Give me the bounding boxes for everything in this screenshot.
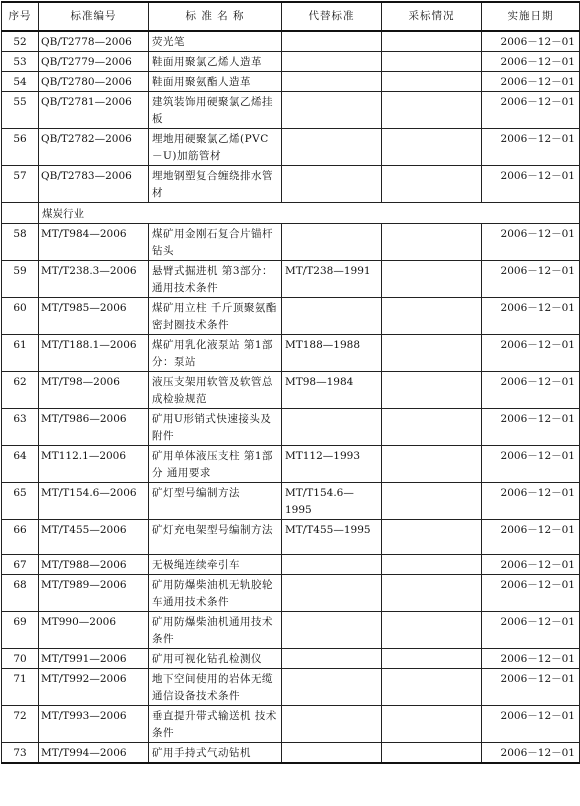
cell-no: 66 [2, 520, 39, 555]
table-row [2, 483, 580, 520]
cell-code: MT/T455—2006 [39, 520, 149, 555]
table-row [2, 669, 580, 706]
cell-adoption [382, 52, 482, 72]
cell-code: QB/T2780—2006 [39, 72, 149, 92]
table-row [2, 409, 580, 446]
cell-name: 煤矿用金刚石复合片锚杆钻头 [149, 224, 282, 261]
cell-no: 53 [2, 52, 39, 72]
table-row [2, 92, 580, 129]
table-row [2, 575, 580, 612]
cell-adoption [382, 483, 482, 520]
cell-code: MT/T993—2006 [39, 706, 149, 743]
cell-adoption [382, 649, 482, 669]
cell-date: 2006－12－01 [482, 129, 580, 166]
cell-adoption [382, 72, 482, 92]
cell-replaced: MT/T238—1991 [282, 261, 382, 298]
cell-name: 矿用可视化钻孔检测仪 [149, 649, 282, 669]
table-row [2, 520, 580, 555]
cell-no: 52 [2, 31, 39, 52]
cell-date: 2006－12－01 [482, 409, 580, 446]
cell-adoption [382, 520, 482, 555]
cell-name: 矿灯型号编制方法 [149, 483, 282, 520]
cell-replaced [282, 298, 382, 335]
cell-code: MT/T994—2006 [39, 743, 149, 764]
cell-replaced [282, 92, 382, 129]
cell-no: 71 [2, 669, 39, 706]
cell-replaced [282, 409, 382, 446]
cell-adoption [382, 261, 482, 298]
cell-adoption [382, 372, 482, 409]
cell-code: QB/T2783—2006 [39, 166, 149, 203]
cell-replaced: MT98—1984 [282, 372, 382, 409]
cell-adoption [382, 555, 482, 575]
cell-name: 矿用单体液压支柱 第1部分 通用要求 [149, 446, 282, 483]
cell-no: 63 [2, 409, 39, 446]
cell-code: MT/T98—2006 [39, 372, 149, 409]
cell-replaced [282, 166, 382, 203]
table-row [2, 52, 580, 72]
cell-replaced [282, 224, 382, 261]
cell-adoption [382, 706, 482, 743]
cell-code: MT/T992—2006 [39, 669, 149, 706]
cell-replaced: MT/T154.6—1995 [282, 483, 382, 520]
cell-name: 鞋面用聚氨酯人造革 [149, 72, 282, 92]
table-row [2, 555, 580, 575]
cell-no: 67 [2, 555, 39, 575]
cell-no: 58 [2, 224, 39, 261]
cell-date: 2006－12－01 [482, 612, 580, 649]
cell-no: 73 [2, 743, 39, 764]
cell-name: 建筑装饰用硬聚氯乙烯挂板 [149, 92, 282, 129]
table-row [2, 129, 580, 166]
table-row [2, 335, 580, 372]
table-body [2, 31, 580, 763]
header-adoption: 采标情况 [382, 2, 482, 31]
cell-date: 2006－12－01 [482, 555, 580, 575]
table-row [2, 649, 580, 669]
header-name: 标 准 名 称 [149, 2, 282, 31]
cell-name: 煤矿用乳化液泵站 第1部分：泵站 [149, 335, 282, 372]
cell-date: 2006－12－01 [482, 224, 580, 261]
cell-replaced [282, 706, 382, 743]
cell-date: 2006－12－01 [482, 520, 580, 555]
table-row [2, 31, 580, 52]
table-row [2, 261, 580, 298]
section-row [2, 203, 580, 224]
cell-adoption [382, 166, 482, 203]
cell-code: MT/T991—2006 [39, 649, 149, 669]
cell-adoption [382, 92, 482, 129]
cell-adoption [382, 129, 482, 166]
cell-replaced [282, 72, 382, 92]
table-row [2, 446, 580, 483]
cell-adoption [382, 298, 482, 335]
cell-replaced [282, 669, 382, 706]
cell-replaced [282, 612, 382, 649]
cell-name: 矿灯充电架型号编制方法 [149, 520, 282, 555]
cell-name: 矿用防爆柴油机无轨胶轮车通用技术条件 [149, 575, 282, 612]
cell-replaced [282, 52, 382, 72]
header-code: 标准编号 [39, 2, 149, 31]
cell-name: 鞋面用聚氯乙烯人造革 [149, 52, 282, 72]
cell-code: MT/T238.3—2006 [39, 261, 149, 298]
cell-name: 无极绳连续牵引车 [149, 555, 282, 575]
cell-adoption [382, 575, 482, 612]
cell-replaced [282, 555, 382, 575]
table-row [2, 224, 580, 261]
cell-code: QB/T2782—2006 [39, 129, 149, 166]
cell-replaced [282, 129, 382, 166]
cell-no: 60 [2, 298, 39, 335]
cell-date: 2006－12－01 [482, 261, 580, 298]
cell-no: 68 [2, 575, 39, 612]
table-row [2, 612, 580, 649]
cell-date: 2006－12－01 [482, 166, 580, 203]
cell-name: 垂直提升带式输送机 技术条件 [149, 706, 282, 743]
cell-code: MT112.1—2006 [39, 446, 149, 483]
cell-code: MT/T985—2006 [39, 298, 149, 335]
cell-date: 2006－12－01 [482, 92, 580, 129]
cell-no: 61 [2, 335, 39, 372]
cell-adoption [382, 224, 482, 261]
cell-date: 2006－12－01 [482, 31, 580, 52]
cell-name: 矿用手持式气动钻机 [149, 743, 282, 764]
cell-replaced [282, 743, 382, 764]
cell-no: 54 [2, 72, 39, 92]
cell-name: 悬臂式掘进机 第3部分：通用技术条件 [149, 261, 282, 298]
cell-date: 2006－12－01 [482, 298, 580, 335]
table-row [2, 298, 580, 335]
cell-code: MT/T988—2006 [39, 555, 149, 575]
cell-date: 2006－12－01 [482, 649, 580, 669]
cell-code: QB/T2778—2006 [39, 31, 149, 52]
cell-date: 2006－12－01 [482, 575, 580, 612]
table-row [2, 166, 580, 203]
cell-no: 59 [2, 261, 39, 298]
cell-no: 56 [2, 129, 39, 166]
cell-code: MT/T188.1—2006 [39, 335, 149, 372]
cell-date: 2006－12－01 [482, 483, 580, 520]
cell-code: MT990—2006 [39, 612, 149, 649]
cell-no: 57 [2, 166, 39, 203]
cell-adoption [382, 612, 482, 649]
cell-date: 2006－12－01 [482, 706, 580, 743]
cell-replaced: MT188—1988 [282, 335, 382, 372]
cell-no: 64 [2, 446, 39, 483]
table-row [2, 72, 580, 92]
cell-name: 埋地钢塑复合缠绕排水管材 [149, 166, 282, 203]
cell-name: 地下空间使用的岩体无缆通信设备技术条件 [149, 669, 282, 706]
header-date: 实施日期 [482, 2, 580, 31]
cell-name: 矿用U形销式快速接头及附件 [149, 409, 282, 446]
cell-adoption [382, 743, 482, 764]
cell-no: 69 [2, 612, 39, 649]
cell-code: MT/T986—2006 [39, 409, 149, 446]
cell-date: 2006－12－01 [482, 446, 580, 483]
cell-code: QB/T2779—2006 [39, 52, 149, 72]
cell-no: 65 [2, 483, 39, 520]
section-no-cell [2, 203, 39, 224]
cell-no: 72 [2, 706, 39, 743]
cell-date: 2006－12－01 [482, 372, 580, 409]
table-row [2, 372, 580, 409]
table-row [2, 706, 580, 743]
standards-table [1, 1, 580, 764]
cell-date: 2006－12－01 [482, 743, 580, 764]
cell-code: MT/T154.6—2006 [39, 483, 149, 520]
cell-name: 煤矿用立柱 千斤顶聚氨酯密封圈技术条件 [149, 298, 282, 335]
cell-no: 55 [2, 92, 39, 129]
cell-adoption [382, 446, 482, 483]
cell-name: 液压支架用软管及软管总成检验规范 [149, 372, 282, 409]
table-row [2, 743, 580, 764]
cell-code: MT/T984—2006 [39, 224, 149, 261]
cell-date: 2006－12－01 [482, 335, 580, 372]
cell-date: 2006－12－01 [482, 52, 580, 72]
cell-no: 62 [2, 372, 39, 409]
header-no: 序号 [2, 2, 39, 31]
cell-replaced [282, 649, 382, 669]
cell-name: 埋地用硬聚氯乙烯(PVC－U)加筋管材 [149, 129, 282, 166]
cell-adoption [382, 669, 482, 706]
cell-replaced: MT/T455—1995 [282, 520, 382, 555]
cell-no: 70 [2, 649, 39, 669]
cell-adoption [382, 409, 482, 446]
header-replaced: 代替标准 [282, 2, 382, 31]
cell-code: QB/T2781—2006 [39, 92, 149, 129]
cell-date: 2006－12－01 [482, 669, 580, 706]
cell-adoption [382, 335, 482, 372]
section-title: 煤炭行业 [39, 203, 580, 224]
cell-replaced [282, 575, 382, 612]
cell-replaced: MT112—1993 [282, 446, 382, 483]
cell-name: 矿用防爆柴油机通用技术条件 [149, 612, 282, 649]
table-header-row [2, 2, 580, 31]
cell-code: MT/T989—2006 [39, 575, 149, 612]
cell-name: 荧光笔 [149, 31, 282, 52]
cell-adoption [382, 31, 482, 52]
cell-replaced [282, 31, 382, 52]
cell-date: 2006－12－01 [482, 72, 580, 92]
